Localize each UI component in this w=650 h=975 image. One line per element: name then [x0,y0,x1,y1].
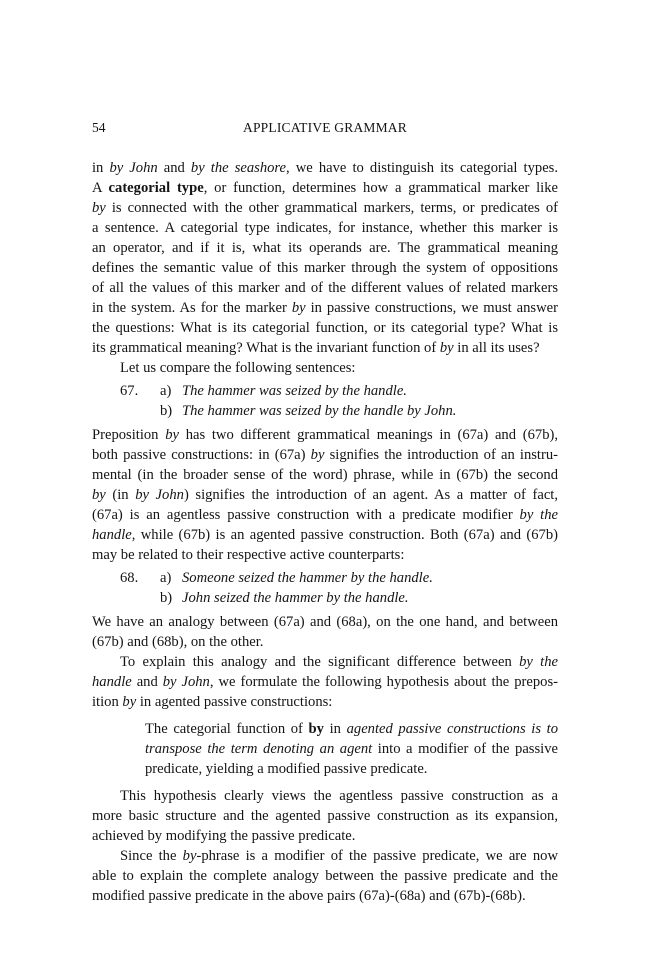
example-sentence: The hammer was seized by the handle. [182,383,407,399]
example-sentence: John seized the hammer by the handle. [182,590,409,606]
text-run: This hypothesis clearly views the agentless passive construction as a [120,788,558,804]
text-run: , we have to distinguish its categorial types. [286,160,559,176]
text-line [145,759,558,779]
text-run: (in [105,487,136,503]
paragraph [92,652,558,712]
example-label: a) [160,570,172,586]
text-run: defines the semantic value of this marker through the system of oppositions [92,260,558,276]
text-run: in [323,721,347,737]
text-run: To explain this analogy and the significant difference between [120,654,520,670]
text-run: in [92,160,110,176]
text-run: by the [519,654,558,670]
paragraph [92,846,558,906]
example-line [92,568,558,588]
text-run: by [182,848,197,864]
text-run: by the seashore [190,160,287,176]
example-line [92,588,558,608]
text-run: Since the [120,848,183,864]
example-label: b) [160,590,173,606]
example-sentence: Someone seized the hammer by the handle. [182,570,433,586]
page-number: 54 [92,120,106,135]
text-line [92,465,558,485]
text-run: by [310,447,325,463]
example-line [92,401,558,421]
text-run: ) signifies the introduction of an agent. As a matter of fact, [183,487,558,503]
example-number: 68. [120,570,139,586]
text-line [92,178,558,198]
text-line [92,278,558,298]
example-68 [92,568,558,608]
text-line [92,358,558,378]
text-run: A [92,180,109,196]
text-run: ition [92,694,123,710]
text-run: both passive constructions: in (67a) [92,447,311,463]
text-line [92,786,558,806]
text-run: (67b) and (68b), on the other. [92,634,264,650]
text-line [92,258,558,278]
text-line [92,318,558,338]
text-run: , while (67b) is an agented passive construction. Both (67a) and (67b) [131,527,558,543]
text-run: Let us compare the following sentences: [120,360,356,376]
text-run: The categorial function of [145,721,309,737]
text-run: handle [92,527,132,543]
text-run: (67a) is an agentless passive construction with a predicate modifier [92,507,520,523]
text-run: able to explain the complete analogy between the passive predicate and the [92,868,558,884]
text-line [92,886,558,906]
text-line [92,505,558,525]
hypothesis-block [92,719,558,779]
text-run: in agented passive constructions: [136,694,333,710]
text-line [145,739,558,759]
text-run: its grammatical meaning? What is the invariant function of [92,340,440,356]
text-run: categorial type [108,180,204,196]
example-label: a) [160,383,172,399]
text-run: by the [519,507,558,523]
text-run: modified passive predicate in the above pairs (67a)-(68a) and (67b)-(68b). [92,888,526,904]
text-run: in the system. As for the marker [92,300,292,316]
text-line [145,719,558,739]
text-run: by [122,694,137,710]
text-run: agented passive constructions is to [346,721,559,737]
text-run: by [92,487,106,503]
text-line [92,445,558,465]
text-line [92,866,558,886]
text-run: signifies the introduction of an instru- [324,447,558,463]
text-line [92,525,558,545]
text-run: by John [109,160,158,176]
text-run: achieved by modifying the passive predicate. [92,828,356,844]
text-run: -phrase is a modifier of the passive predicate, we are now [196,848,558,864]
text-line [92,338,558,358]
text-run: in all its uses? [453,340,540,356]
text-run: handle [92,674,132,690]
example-number: 67. [120,383,139,399]
text-run: an operator, and if it is, what its operands are. The grammatical meaning [92,240,558,256]
text-run: by John [162,674,210,690]
text-run: by John [135,487,184,503]
page-header [92,120,558,140]
paragraph [92,158,558,358]
text-run: by [165,427,179,443]
text-line [92,826,558,846]
example-line [92,381,558,401]
text-line [92,298,558,318]
text-run: has two different grammatical meanings in (67a) and (67b), [178,427,558,443]
text-line [92,632,558,652]
text-run: transpose the term denoting an agent [145,741,373,757]
page-body [92,158,558,906]
text-run: by [308,721,324,737]
text-run: by [291,300,306,316]
text-line [92,672,558,692]
text-run: of all the values of this marker and of the different values of related markers [92,280,558,296]
text-line [92,612,558,632]
text-line [92,425,558,445]
text-run: mental (in the broader sense of the word) phrase, while in (67b) the second [92,467,558,483]
paragraph [92,358,558,378]
running-head: APPLICATIVE GRAMMAR [243,120,407,135]
text-line [92,158,558,178]
text-line [92,238,558,258]
text-line [92,485,558,505]
text-run: , or function, determines how a grammatical marker like [203,180,558,196]
text-line [92,545,558,565]
example-sentence: The hammer was seized by the handle by John. [182,403,457,419]
text-line [92,652,558,672]
example-label: b) [160,403,173,419]
paragraph [92,612,558,652]
text-line [92,846,558,866]
text-line [92,198,558,218]
text-run: into a modifier of the passive [372,741,558,757]
text-line [92,806,558,826]
text-run: predicate, yielding a modified passive predicate. [145,761,428,777]
paragraph [92,425,558,565]
text-run: , we formulate the following hypothesis about the prepos- [209,674,559,690]
text-run: by [92,200,106,216]
text-run: is connected with the other grammatical markers, terms, or predicates of [105,200,558,216]
paragraph [92,786,558,846]
example-67 [92,381,558,421]
text-run: a sentence. A categorial type indicates, for instance, whether this marker is [92,220,558,236]
text-run: Preposition [92,427,166,443]
text-run: more basic structure and the agented passive construction as its expansion, [92,808,558,824]
text-run: and [131,674,163,690]
text-run: in passive constructions, we must answer [305,300,558,316]
text-run: We have an analogy between (67a) and (68a), on the one hand, and between [92,614,558,630]
text-run: by [439,340,454,356]
text-run: the questions: What is its categorial function, or its categorial type? What is [92,320,558,336]
text-run: and [157,160,191,176]
text-line [92,692,558,712]
text-run: may be related to their respective active counterparts: [92,547,405,563]
text-line [92,218,558,238]
